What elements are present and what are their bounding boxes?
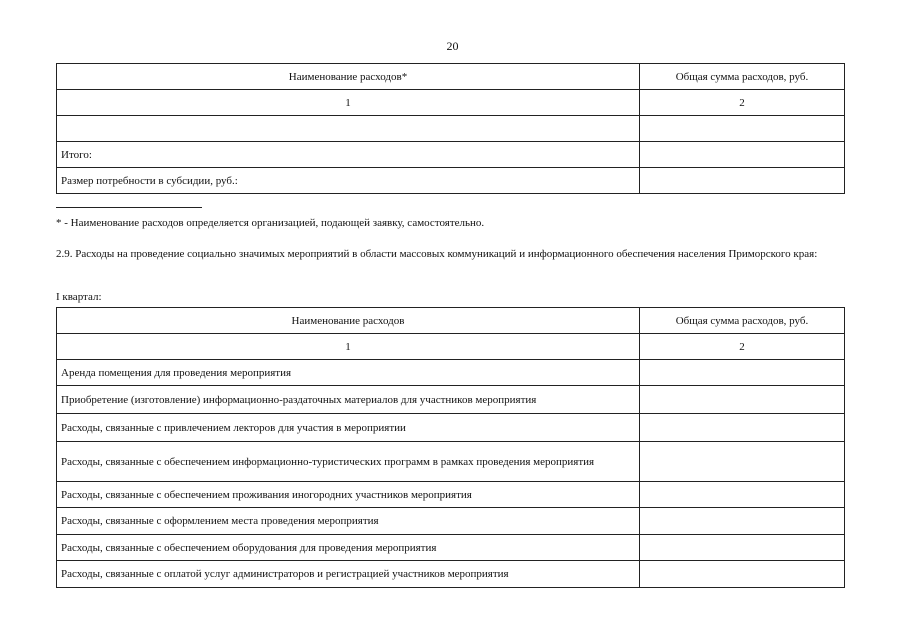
header-total-sum: Общая сумма расходов, руб. [640, 308, 845, 334]
expense-name-cell: Расходы, связанные с оплатой услуг администраторов и регистрацией участников мероприятия [57, 561, 640, 588]
total-value-cell[interactable] [640, 142, 845, 168]
expenses-table-1 [56, 63, 845, 194]
expense-sum-cell[interactable] [640, 360, 845, 386]
table-row [57, 561, 845, 588]
column-number-row [57, 90, 845, 116]
empty-cell[interactable] [640, 116, 845, 142]
expense-name-cell: Расходы, связанные с обеспечением оборудования для проведения мероприятия [57, 535, 640, 561]
expense-sum-cell[interactable] [640, 508, 845, 535]
expense-sum-cell[interactable] [640, 414, 845, 442]
column-number: 2 [640, 90, 845, 116]
header-total-sum: Общая сумма расходов, руб. [640, 64, 845, 90]
expense-name-cell: Расходы, связанные с обеспечением проживания иногородних участников мероприятия [57, 482, 640, 508]
table-row [57, 386, 845, 414]
header-expense-name: Наименование расходов [57, 308, 640, 334]
table-row [57, 482, 845, 508]
column-number: 1 [57, 334, 640, 360]
footnote-divider [56, 207, 202, 208]
subsidy-row [57, 168, 845, 194]
total-row [57, 142, 845, 168]
expense-sum-cell[interactable] [640, 442, 845, 482]
table-row [57, 442, 845, 482]
quarter-label: I квартал: [56, 291, 102, 303]
section-2-9-text: 2.9. Расходы на проведение социально значимых мероприятий в области массовых коммуникаций и информационного обеспечения населения Приморского края: [56, 248, 818, 260]
expense-sum-cell[interactable] [640, 482, 845, 508]
table-row [57, 116, 845, 142]
expense-name-cell: Расходы, связанные с оформлением места проведения мероприятия [57, 508, 640, 535]
expense-name-cell: Приобретение (изготовление) информационно-раздаточных материалов для участников мероприятия [57, 386, 640, 414]
table-row [57, 508, 845, 535]
expense-sum-cell[interactable] [640, 535, 845, 561]
table-header-row [57, 308, 845, 334]
expense-sum-cell[interactable] [640, 561, 845, 588]
column-number: 2 [640, 334, 845, 360]
total-label: Итого: [57, 142, 640, 168]
header-expense-name: Наименование расходов* [57, 64, 640, 90]
page-number: 20 [446, 39, 459, 53]
column-number-row [57, 334, 845, 360]
subsidy-label: Размер потребности в субсидии, руб.: [57, 168, 640, 194]
expense-name-cell: Расходы, связанные с привлечением лекторов для участия в мероприятии [57, 414, 640, 442]
table-row [57, 414, 845, 442]
table-header-row [57, 64, 845, 90]
column-number: 1 [57, 90, 640, 116]
table-row [57, 535, 845, 561]
expense-sum-cell[interactable] [640, 386, 845, 414]
empty-cell[interactable] [57, 116, 640, 142]
table-row [57, 360, 845, 386]
expenses-table-2 [56, 307, 845, 588]
subsidy-value-cell[interactable] [640, 168, 845, 194]
expense-name-cell: Аренда помещения для проведения мероприятия [57, 360, 640, 386]
footnote: * - Наименование расходов определяется организацией, подающей заявку, самостоятельно. [56, 217, 485, 229]
expense-name-cell: Расходы, связанные с обеспечением информационно-туристических программ в рамках проведения мероприятия [57, 442, 640, 482]
